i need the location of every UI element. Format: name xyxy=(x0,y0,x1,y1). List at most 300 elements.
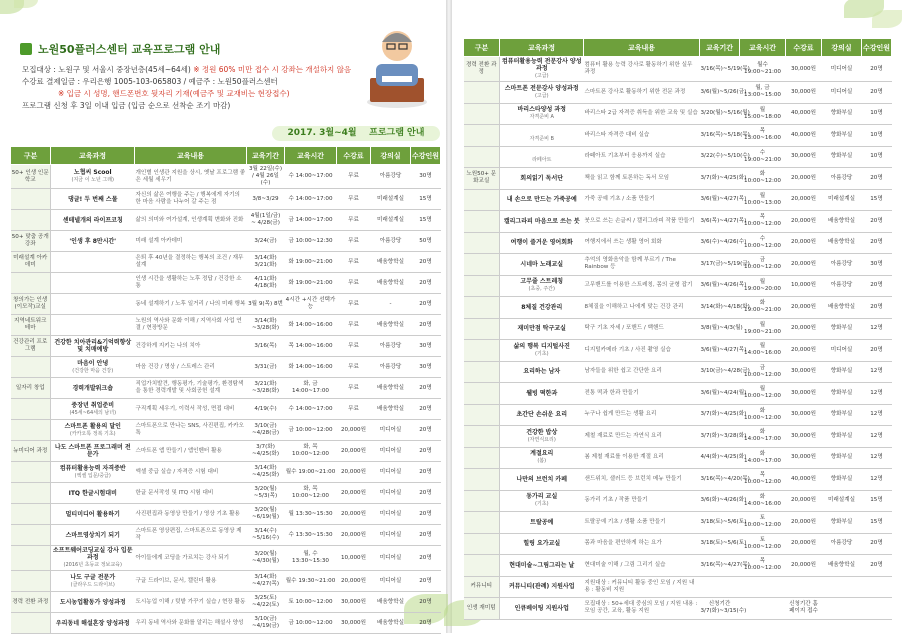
content-cell-text: 구글 드라이브, 문서, 캘린더 활용 xyxy=(135,577,217,584)
category-cell xyxy=(464,125,500,147)
capacity-cell xyxy=(862,103,892,125)
fee-cell xyxy=(337,273,371,294)
table-row xyxy=(464,512,892,534)
capacity-cell xyxy=(411,546,441,571)
capacity-cell xyxy=(862,555,892,577)
period-cell-text: 3/20(월) ~6/19(월) xyxy=(251,507,280,520)
period-cell xyxy=(700,232,747,254)
room-cell-text: 아름강당 xyxy=(379,342,402,349)
category-cell xyxy=(464,576,500,598)
table-row xyxy=(464,447,892,469)
info-label: 프로그램 신청 xyxy=(22,101,68,110)
period-cell-text: 신청기간 3/7(화)~3/15(수) xyxy=(700,601,747,615)
content-cell-text: 디지털카메라 기초 / 사진 촬영 실습 xyxy=(584,346,671,353)
content-cell xyxy=(584,576,700,598)
period-cell-text: 4/4(화)~4/25(화) xyxy=(700,454,747,461)
content-cell-text: 건강하게 지키는 나의 치아 xyxy=(135,342,201,349)
course-cell-text: 힐링 요가교실 xyxy=(523,540,561,548)
category-cell xyxy=(11,210,51,231)
table-row xyxy=(11,357,441,378)
time-cell-text: 목 10:00~12:00 xyxy=(744,558,781,572)
period-cell-text: 3/14(수) ~5/16(수) xyxy=(251,528,280,541)
room-cell-text: 아름강당 xyxy=(830,260,853,267)
category-cell xyxy=(464,232,500,254)
time-cell-text: 수 10:00~12:00 xyxy=(744,235,781,249)
content-cell xyxy=(584,512,700,534)
course-subtitle: (초중, 주간) xyxy=(528,286,555,293)
schedule-banner xyxy=(272,126,440,141)
capacity-cell xyxy=(862,469,892,491)
table-row xyxy=(11,546,441,571)
fee-cell-text: 20,000원 xyxy=(791,518,816,525)
time-cell xyxy=(740,57,786,82)
capacity-cell-text: 30명 xyxy=(419,173,432,179)
course-cell-text: 트랄공예 xyxy=(530,518,554,526)
capacity-cell-text: 12명 xyxy=(870,389,883,396)
category-cell xyxy=(464,361,500,383)
period-cell xyxy=(700,426,747,448)
content-cell-text: 모집대상 : 50+세대 중심의 모임 / 지원 내용 : 모임 공간, 교육, 활동 지원 xyxy=(584,601,698,615)
period-cell xyxy=(700,168,747,190)
course-cell-text: 요리하는 남자 xyxy=(523,368,561,376)
table-row xyxy=(464,297,892,319)
period-cell-text: 3/6(수)~4/26(수) xyxy=(700,239,747,246)
room-cell-text: 미래설계실 xyxy=(376,216,405,223)
fee-cell-text: 무료 xyxy=(348,237,359,244)
capacity-cell-text: 20명 xyxy=(870,239,883,246)
period-cell xyxy=(700,297,750,319)
room-cell-text: 배움향학실 xyxy=(827,217,856,224)
header-time: 교육시간 xyxy=(740,39,786,57)
time-cell-text: 토 10:00~12:00 xyxy=(288,598,333,605)
room-cell xyxy=(822,168,862,190)
capacity-cell xyxy=(411,165,441,189)
time-cell-text: 목 13:00~16:00 xyxy=(744,128,781,142)
course-subtitle: (고급) xyxy=(534,73,549,79)
capacity-cell xyxy=(862,318,892,340)
period-cell xyxy=(247,525,285,546)
content-cell xyxy=(584,103,700,125)
period-cell xyxy=(247,357,285,378)
time-cell-text: 화 19:00~21:00 xyxy=(744,300,781,314)
category-cell-text: 미래설계 아카데미 xyxy=(13,255,48,268)
content-cell xyxy=(135,189,247,210)
header-content: 교육내용 xyxy=(135,147,247,165)
room-cell xyxy=(371,613,411,634)
room-cell xyxy=(822,82,862,104)
table-row xyxy=(464,576,892,598)
fee-cell-text: 40,000원 xyxy=(791,475,816,482)
content-cell-text: 여행지에서 쓰는 생활 영어 회화 xyxy=(584,239,662,246)
header-room: 강의실 xyxy=(822,39,862,57)
table-row xyxy=(11,315,441,336)
period-cell xyxy=(247,613,285,634)
time-cell xyxy=(740,404,786,426)
table-row xyxy=(464,426,892,448)
content-cell xyxy=(584,318,700,340)
elderly-man-illustration xyxy=(362,20,432,110)
content-cell-text: 미래 설계 아카데미 xyxy=(135,237,183,244)
room-cell xyxy=(371,441,411,462)
fee-cell-text: 신청기간 홈페이지 접수 xyxy=(789,601,818,615)
period-cell-text: 3/10(금) ~4/19(금) xyxy=(251,616,280,629)
capacity-cell-text: 15명 xyxy=(419,216,432,223)
capacity-cell xyxy=(411,399,441,420)
period-cell-text: 3/18(토)~5/6(토) xyxy=(700,540,747,547)
info-line: 모집대상 : 노원구 및 서울시 중장년층(45세~64세) ※ 정원 60% 미만 접수 시 강좌는 개설하지 않음 xyxy=(22,65,352,74)
period-cell-text: 3/25(토) ~4/22(토) xyxy=(251,595,280,608)
course-cell-text: 우리동네 해설혼장 양성과정 xyxy=(55,619,130,627)
room-cell-text: 향화부실 xyxy=(830,110,853,117)
room-cell xyxy=(822,447,862,469)
table-row xyxy=(11,462,441,483)
category-cell xyxy=(11,571,51,592)
room-cell-text: 향화부실 xyxy=(830,153,853,160)
content-cell-text: 바리스타 2급 자격증 취득을 위한 교육 및 실습 xyxy=(584,110,698,117)
category-cell xyxy=(464,512,500,534)
fee-cell xyxy=(786,232,822,254)
time-cell-text: 화 14:00~17:00 xyxy=(744,450,781,464)
course-cell-text: 8체질 건강관리 xyxy=(521,303,563,311)
capacity-cell-text: 20명 xyxy=(419,300,432,307)
capacity-cell xyxy=(411,462,441,483)
page-title: 노원50플러스센터 교육프로그램 안내 xyxy=(38,43,221,56)
category-cell xyxy=(464,103,500,125)
time-cell-text: 토 10:00~12:00 xyxy=(744,515,781,529)
content-cell-text: 개인별 인생관 지원을 상시, 옛날 프로그램 좋은 세월 세우기 xyxy=(135,169,246,183)
table-row xyxy=(464,146,892,168)
capacity-cell-text: 15명 xyxy=(870,497,883,504)
course-cell xyxy=(500,576,584,598)
room-cell xyxy=(371,504,411,525)
room-cell-text: 향화부실 xyxy=(830,454,853,461)
time-cell xyxy=(740,533,786,555)
category-cell xyxy=(464,57,500,82)
fee-cell xyxy=(786,318,822,340)
fee-cell xyxy=(337,546,371,571)
room-cell xyxy=(371,483,411,504)
time-cell xyxy=(740,361,786,383)
time-cell xyxy=(285,546,337,571)
time-cell-text: 화 14:00~16:00 xyxy=(288,321,333,328)
fee-cell xyxy=(337,189,371,210)
fee-cell-text: 무료 xyxy=(348,321,359,328)
room-cell-text: 향화부실 xyxy=(830,389,853,396)
time-cell xyxy=(285,420,337,441)
fee-cell xyxy=(786,211,822,233)
fee-cell xyxy=(786,447,822,469)
category-cell xyxy=(11,399,51,420)
room-cell xyxy=(371,294,411,315)
period-cell xyxy=(247,336,285,357)
course-cell-text: 컴퓨터활용능력 자격증반 xyxy=(59,464,126,472)
fee-cell-text: 30,000원 xyxy=(791,411,816,418)
content-cell-text: 노원의 역사와 문화 이해 / 지역사회 사업 연결 / 현장방문 xyxy=(135,318,242,331)
content-cell-text: 라떼아트 기초부터 응용까지 실습 xyxy=(584,153,666,160)
course-cell xyxy=(500,254,584,276)
room-cell-text: 미디어실 xyxy=(379,554,402,561)
fee-cell-text: 무료 xyxy=(348,363,359,370)
capacity-cell-text: 10명 xyxy=(870,131,883,138)
content-cell xyxy=(584,168,700,190)
capacity-cell-text: 12명 xyxy=(870,454,883,461)
room-cell xyxy=(371,189,411,210)
capacity-cell-text: 12명 xyxy=(870,411,883,418)
course-cell-text: 나만의 브런치 카페 xyxy=(516,475,568,483)
fee-cell-text: 무료 xyxy=(348,279,359,286)
period-cell-text: 3월 22일(수) / 4월 26일(수) xyxy=(248,166,283,186)
category-cell xyxy=(11,189,51,210)
course-cell-text: 웰빙 떡한과 xyxy=(526,389,558,397)
course-cell xyxy=(51,165,135,189)
capacity-cell-text: 20명 xyxy=(870,561,883,568)
period-cell-text: 3/6(월)~5/26(금) xyxy=(700,88,747,95)
table-row xyxy=(464,82,892,104)
content-cell xyxy=(584,426,700,448)
category-cell-text: 인생 재미텀 xyxy=(466,604,496,611)
time-cell-text: 월수 19:00~21:00 xyxy=(285,468,336,475)
course-cell-text: 커뮤니티(관례) 지원사업 xyxy=(508,583,575,591)
info-note: ※ 정원 60% 미만 접수 시 강좌는 개설하지 않음 xyxy=(193,65,352,74)
category-cell-text: 50+ 맞춤 공개강좌 xyxy=(11,234,49,247)
course-cell-text: 댕글! 두 번째 스물 xyxy=(67,195,118,203)
content-cell xyxy=(135,613,247,634)
time-cell-text: 월 15:00~18:00 xyxy=(744,106,781,120)
table-header-row xyxy=(464,39,892,57)
room-cell-text: 향화부실 xyxy=(830,131,853,138)
table-row xyxy=(11,189,441,210)
course-cell-text: 노협씨 Scool xyxy=(73,169,112,176)
period-cell xyxy=(700,57,750,82)
period-cell xyxy=(700,404,747,426)
capacity-cell-text: 20명 xyxy=(870,174,883,181)
content-cell xyxy=(135,462,247,483)
room-cell-text: 아름강당 xyxy=(830,174,853,181)
fee-cell-text: 30,000원 xyxy=(791,432,816,439)
fee-cell xyxy=(337,165,371,189)
time-cell-text: 토 10:00~12:00 xyxy=(744,536,781,550)
table-row xyxy=(11,210,441,231)
time-cell xyxy=(740,232,786,254)
capacity-cell-text: 20명 xyxy=(419,405,432,412)
time-cell-text: 월 19:00~21:00 xyxy=(744,321,781,335)
content-cell xyxy=(135,546,247,571)
table-row xyxy=(464,168,892,190)
period-cell-text: 3/14(화) ~3/28(화) xyxy=(251,318,280,331)
time-cell xyxy=(740,211,786,233)
room-cell xyxy=(371,231,411,252)
course-cell xyxy=(500,340,584,362)
category-cell xyxy=(464,555,500,577)
course-cell xyxy=(500,211,584,233)
room-cell-text: 미디어실 xyxy=(379,468,402,475)
period-cell xyxy=(247,462,285,483)
period-cell xyxy=(700,340,747,362)
course-cell xyxy=(51,357,135,378)
content-cell xyxy=(584,297,700,319)
capacity-cell-text: 20명 xyxy=(870,346,883,353)
content-cell xyxy=(135,483,247,504)
capacity-cell xyxy=(862,168,892,190)
content-cell xyxy=(584,125,700,147)
room-cell xyxy=(822,232,862,254)
course-cell xyxy=(500,168,584,190)
course-subtitle: (봄) xyxy=(537,458,547,465)
room-cell-text: 배움향학실 xyxy=(376,321,405,328)
capacity-cell xyxy=(411,294,441,315)
period-cell-text: 3/16(목)~5/18(목) xyxy=(700,131,750,138)
capacity-cell-text: 20명 xyxy=(419,619,432,626)
period-cell-text: 4월(1일/금) ~ 4/28(금) xyxy=(250,213,281,226)
period-cell xyxy=(247,546,285,571)
period-cell-text: 3/17(금)~5/19(금) xyxy=(700,260,750,267)
time-cell xyxy=(740,490,786,512)
table-row xyxy=(11,592,441,613)
table-row xyxy=(464,383,892,405)
category-cell xyxy=(11,336,51,357)
fee-cell xyxy=(786,490,822,512)
fee-cell xyxy=(337,294,371,315)
content-cell xyxy=(135,357,247,378)
table-row xyxy=(464,57,892,82)
period-cell xyxy=(247,294,285,315)
fee-cell-text: 10,000원 xyxy=(341,554,366,561)
table-row xyxy=(464,340,892,362)
capacity-cell xyxy=(862,361,892,383)
room-cell xyxy=(371,336,411,357)
time-cell xyxy=(740,512,786,534)
room-cell-text: 미디어실 xyxy=(379,426,402,433)
content-cell-text: 삶의 의미와 여가설계, 인생계획 변화와 진화 xyxy=(135,216,244,223)
course-subtitle: (45세~64세의 남녀) xyxy=(69,409,117,416)
course-cell-text: 여행이 즐거운 영어회화 xyxy=(510,239,573,247)
time-cell-text: 화 10:00~12:00 xyxy=(744,171,781,185)
table-header-row xyxy=(11,147,441,165)
course-subtitle: (자연식요리) xyxy=(527,436,556,443)
fee-cell xyxy=(337,252,371,273)
content-cell-text: 자신의 삶은 여행을 주는 / 행복에게 자기의 한 마음 사람을 나누어 갈 주는 점 xyxy=(135,192,240,205)
period-cell-text: 3/31(금) xyxy=(254,363,277,370)
time-cell xyxy=(740,318,786,340)
fee-cell xyxy=(337,441,371,462)
period-cell-text: 3/24(금) xyxy=(254,237,277,244)
room-cell xyxy=(371,592,411,613)
capacity-cell-text: 20명 xyxy=(419,510,432,517)
capacity-cell xyxy=(411,441,441,462)
time-cell xyxy=(740,576,786,598)
room-cell xyxy=(371,399,411,420)
room-cell-text: 배움향학실 xyxy=(376,619,405,626)
time-cell xyxy=(285,399,337,420)
time-cell-text: 월 14:00~16:00 xyxy=(744,343,781,357)
course-cell-text: 바리스타양성 과정 xyxy=(517,106,566,114)
bullet-icon xyxy=(20,43,32,55)
category-cell-text: 커뮤니티 xyxy=(470,583,493,590)
course-cell xyxy=(51,462,135,483)
period-cell xyxy=(247,315,285,336)
left-program-table xyxy=(10,146,441,634)
period-cell-text: 3/20(월) ~5/3(목) xyxy=(253,486,278,499)
room-cell xyxy=(371,357,411,378)
period-cell xyxy=(700,383,747,405)
fee-cell-text: 40,000원 xyxy=(791,110,816,117)
category-cell xyxy=(11,441,51,462)
room-cell-text: 배움향학실 xyxy=(827,561,856,568)
fee-cell-text: 20,000원 xyxy=(341,510,366,517)
course-cell-text: 고무줄 스트레칭 xyxy=(520,278,564,286)
room-cell-text: 미디어실 xyxy=(830,65,853,72)
fee-cell-text: 무료 xyxy=(348,342,359,349)
course-cell xyxy=(51,378,135,399)
content-cell xyxy=(135,399,247,420)
time-cell-text: 월, 금 13:00~15:00 xyxy=(744,85,781,99)
course-cell xyxy=(51,546,135,571)
capacity-cell xyxy=(411,613,441,634)
period-cell xyxy=(247,399,285,420)
fee-cell xyxy=(786,297,822,319)
fee-cell-text: 무료 xyxy=(348,216,359,223)
time-cell xyxy=(740,447,786,469)
capacity-cell-text: 10명 xyxy=(870,110,883,117)
fee-cell xyxy=(786,125,822,147)
content-cell xyxy=(135,315,247,336)
fee-cell xyxy=(337,378,371,399)
capacity-cell-text: 20명 xyxy=(419,554,432,561)
fee-cell xyxy=(786,469,822,491)
content-cell-text: 남자들을 위한 쉽고 간단한 요리 xyxy=(584,368,662,375)
fee-cell-text: 10,000원 xyxy=(791,282,816,289)
time-cell xyxy=(740,297,786,319)
fee-cell-text: 20,000원 xyxy=(341,489,366,496)
course-cell xyxy=(500,404,584,426)
course-cell-text: 재미만점 탁구교실 xyxy=(517,325,566,333)
capacity-cell-text: 12명 xyxy=(870,325,883,332)
room-cell xyxy=(822,57,862,82)
banner-text: 프로그램 안내 xyxy=(369,128,425,138)
fee-cell-text: 30,000원 xyxy=(791,389,816,396)
content-cell xyxy=(584,533,700,555)
content-cell-text: 샌드위치, 샐러드 등 브런치 메뉴 만들기 xyxy=(584,475,682,482)
capacity-cell xyxy=(862,404,892,426)
content-cell xyxy=(584,275,700,297)
fee-cell xyxy=(786,275,822,297)
time-cell xyxy=(285,273,337,294)
course-cell-text: 인큐베이팅 지원사업 xyxy=(514,604,569,612)
content-cell-text: 도시농업 이해 / 텃밭 가꾸기 실습 / 현장 활동 xyxy=(135,598,246,605)
header-category: 구분 xyxy=(11,147,51,165)
time-cell xyxy=(285,210,337,231)
course-cell-text: 계절요리 xyxy=(530,450,554,458)
table-row xyxy=(11,613,441,634)
course-subtitle: (건강한 마음 건강) xyxy=(72,367,114,374)
table-row xyxy=(11,165,441,189)
capacity-cell xyxy=(411,504,441,525)
capacity-cell-text: 20명 xyxy=(419,384,432,391)
room-cell xyxy=(822,490,862,512)
course-cell xyxy=(500,275,584,297)
period-cell xyxy=(700,447,747,469)
capacity-cell-text: 12명 xyxy=(870,475,883,482)
capacity-cell xyxy=(411,189,441,210)
content-cell-text: 몸과 마음을 편안하게 하는 요가 xyxy=(584,540,662,547)
category-cell xyxy=(11,378,51,399)
room-cell xyxy=(822,103,862,125)
fee-cell xyxy=(786,340,822,362)
time-cell xyxy=(740,426,786,448)
content-cell-text: 스마트폰 강사로 활동하기 위한 전문 과정 xyxy=(584,88,686,95)
course-cell xyxy=(500,361,584,383)
capacity-cell-text: 20명 xyxy=(419,489,432,496)
